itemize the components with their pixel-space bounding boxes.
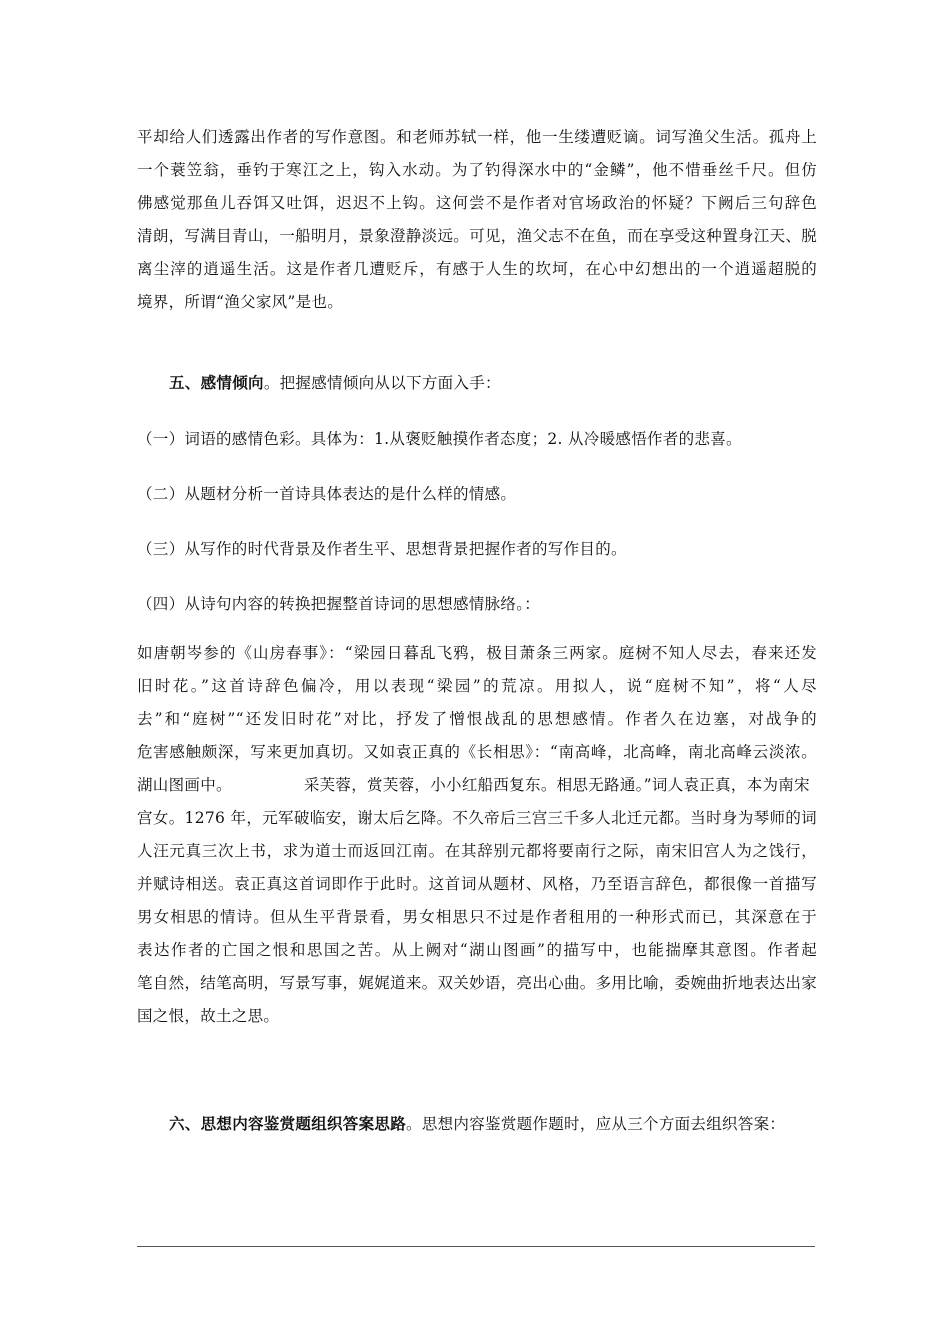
text-line: 男女相思的情诗。但从生平背景看，男女相思只不过是作者租用的一种形式而已，其深意在于 [137,908,817,926]
section-intro: 。思想内容鉴赏题作题时，应从三个方面去组织答案： [406,1115,786,1133]
section-title: 五、感情倾向 [169,373,264,392]
text-line: 平却给人们透露出作者的写作意图。和老师苏轼一样，他一生缕遭贬谪。词写渔父生活。孤舟上 [137,128,817,146]
text-line: 危害感触颇深，写来更加真切。又如袁正真的《长相思》：“南高峰，北高峰，南北高峰云淡浓。 [137,743,817,761]
list-item: （四）从诗句内容的转换把握整首诗词的思想感情脉络。： [137,595,541,613]
list-item: （三）从写作的时代背景及作者生平、思想背景把握作者的写作目的。 [137,540,627,558]
text-line: 并赋诗相送。袁正真这首词即作于此时。这首词从题材、风格，乃至语言辞色，都很像一首描写 [137,875,817,893]
text-line: 旧时花。”这首诗辞色偏冷，用以表现“梁园”的荒凉。用拟人，说“庭树不知”，将“人尽 [137,677,817,695]
text-line: 离尘滓的逍遥生活。这是作者几遭贬斥，有感于人生的坎坷，在心中幻想出的一个逍遥超脱的 [137,260,817,278]
text-line: 去”和“庭树”“还发旧时花”对比，抒发了憎恨战乱的思想感情。作者久在边塞，对战争的 [137,710,817,728]
text-line: 人汪元真三次上书，求为道士而返回江南。在其辞别元都将要南行之际，南宋旧宫人为之饯行， [137,842,817,860]
footer-divider [137,1246,815,1247]
text-fragment: 采芙蓉，赏芙蓉，小小红船西复东。相思无路通。”词人袁正真，本为南宋 [303,776,810,794]
text-fragment: 湖山图画中。 [137,776,232,794]
section-heading-six [137,1112,827,1136]
text-line: 表达作者的亡国之恨和思国之苦。从上阙对“湖山图画”的描写中，也能揣摩其意图。作者起 [137,941,817,959]
section-heading-five [137,371,827,395]
paragraph-continuation [137,121,817,319]
text-line: 笔自然，结笔高明，写景写事，娓娓道来。双关妙语，亮出心曲。多用比喻，委婉曲折地表达出家 [137,974,817,992]
list-item: （二）从题材分析一首诗具体表达的是什么样的情感。 [137,485,517,503]
section-title: 六、思想内容鉴赏题组织答案思路 [169,1114,407,1133]
list-item: （一）词语的感情色彩。具体为：1.从褒贬触摸作者态度；2. 从冷暖感悟作者的悲喜。 [137,430,742,448]
text-line: 佛感觉那鱼儿吞饵又吐饵，迟迟不上钩。这何尝不是作者对官场政治的怀疑？下阙后三句辞色 [137,194,817,212]
section-intro: 。把握感情倾向从以下方面入手： [263,374,501,392]
text-line: 如唐朝岑参的《山房春事》：“梁园日暮乱飞鸦，极目萧条三两家。庭树不知人尽去，春来还发 [137,644,817,662]
text-line [137,769,817,802]
text-line: 宫女。1276 年，元军破临安，谢太后乞降。不久帝后三宫三千多人北迁元都。当时身为琴师的词 [137,809,817,827]
example-paragraph [137,637,817,1033]
text-line: 境界，所谓“渔父家风”是也。 [137,293,344,311]
text-line: 一个蓑笠翁，垂钓于寒江之上，钩入水动。为了钓得深水中的“金鳞”，他不惜垂丝千尺。但仿 [137,161,817,179]
text-line: 清朗，写满目青山，一船明月，景象澄静淡远。可见，渔父志不在鱼，而在享受这种置身江天、脱 [137,227,817,245]
text-line: 国之恨，故土之思。 [137,1007,280,1025]
